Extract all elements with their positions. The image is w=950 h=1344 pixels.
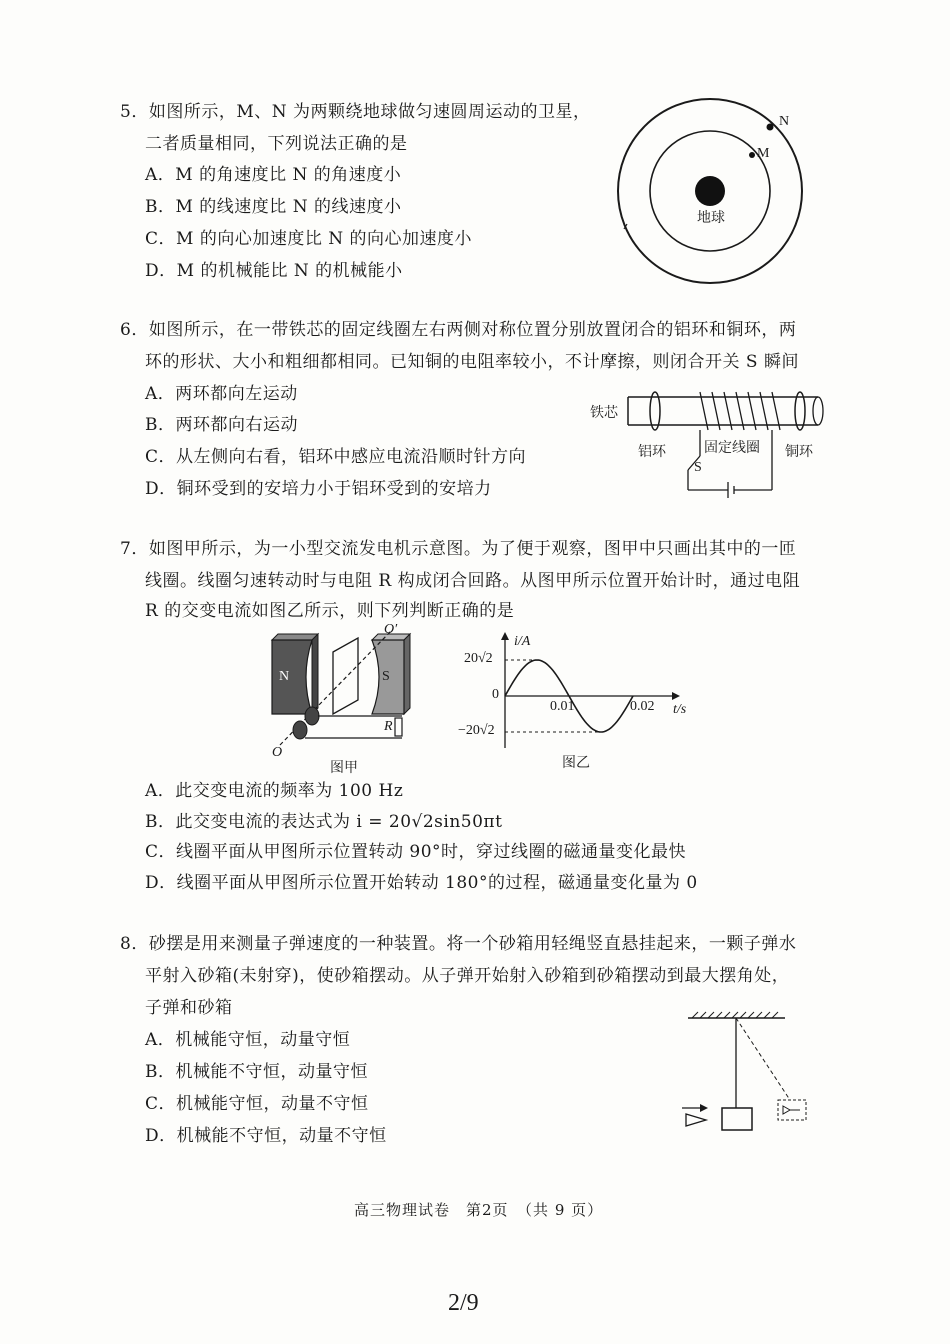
q8-stem-line1: 8．砂摆是用来测量子弹速度的一种装置。将一个砂箱用轻绳竖直悬挂起来，一颗子弹水 (120, 934, 797, 954)
x-axis-label: t/s (673, 702, 687, 717)
q8-stem-line2: 平射入砂箱(未射穿)，使砂箱摆动。从子弹开始射入砂箱到砂箱摆动到最大摆角处， (145, 966, 790, 986)
q7-option-c: C．线圈平面从甲图所示位置转动 90°时，穿过线圈的磁通量变化最快 (145, 842, 687, 862)
q7-stem-line1: 7．如图甲所示，为一小型交流发电机示意图。为了便于观察，图甲中只画出其中的一匝 (120, 539, 797, 559)
q6-option-a: A．两环都向左运动 (145, 384, 298, 404)
q5-option-d: D．M 的机械能比 N 的机械能小 (145, 261, 403, 281)
q5-option-b: B．M 的线速度比 N 的线速度小 (145, 197, 402, 217)
fixed-coil-label: 固定线圈 (704, 440, 760, 456)
q5-stem-line1: 5．如图所示，M、N 为两颗绕地球做匀速圆周运动的卫星， (120, 102, 591, 122)
copper-ring-label: 铜环 (785, 444, 813, 460)
q6-stem-line2: 环的形状、大小和粗细都相同。已知铜的电阻率较小，不计摩擦，则闭合开关 S 瞬间 (145, 352, 799, 372)
earth-label: 地球 (697, 210, 725, 226)
aluminum-ring-label: 铝环 (638, 444, 666, 460)
q8-stem-line3: 子弹和砂箱 (145, 998, 233, 1018)
figure-jia-caption: 图甲 (330, 760, 358, 776)
page-footer: 高三物理试卷 第2页 （共 9 页） (354, 1201, 604, 1219)
q6-option-c: C．从左侧向右看，铝环中感应电流沿顺时针方向 (145, 447, 527, 467)
iron-core-label: 铁芯 (590, 405, 618, 421)
q8-option-d: D．机械能不守恒，动量不守恒 (145, 1126, 387, 1146)
q8-option-c: C．机械能守恒，动量不守恒 (145, 1094, 369, 1114)
satellite-m-label: M (757, 146, 770, 161)
x-tick-002: 0.02 (630, 699, 655, 714)
q7-option-a: A．此交变电流的频率为 100 Hz (145, 781, 404, 801)
switch-s-label: S (694, 460, 702, 475)
y-axis-label: i/A (514, 634, 531, 649)
magnet-s-label: S (382, 669, 390, 684)
figure-yi-caption: 图乙 (562, 755, 590, 771)
resistor-r-label: R (384, 719, 393, 734)
q7-stem-line2: 线圈。线圈匀速转动时与电阻 R 构成闭合回路。从图甲所示位置开始计时，通过电阻 (145, 571, 801, 591)
q8-option-a: A．机械能守恒，动量守恒 (145, 1030, 351, 1050)
y-tick-negative: −20√2 (458, 723, 495, 738)
page-number: 2/9 (448, 1290, 479, 1316)
q5-stem-line2: 二者质量相同，下列说法正确的是 (145, 134, 408, 154)
axis-o-label: O (272, 745, 283, 760)
magnet-n-label: N (279, 669, 290, 684)
q6-stem-line1: 6．如图所示，在一带铁芯的固定线圈左右两侧对称位置分别放置闭合的铝环和铜环，两 (120, 320, 797, 340)
q7-option-d: D．线圈平面从甲图所示位置开始转动 180°的过程，磁通量变化量为 0 (145, 873, 698, 893)
satellite-n-label: N (779, 114, 790, 129)
y-tick-zero: 0 (492, 687, 499, 702)
q8-option-b: B．机械能不守恒，动量守恒 (145, 1062, 368, 1082)
q6-option-b: B．两环都向右运动 (145, 415, 298, 435)
q5-option-c: C．M 的向心加速度比 N 的向心加速度小 (145, 229, 472, 249)
q6-option-d: D．铜环受到的安培力小于铝环受到的安培力 (145, 479, 492, 499)
q7-stem-line3: R 的交变电流如图乙所示，则下列判断正确的是 (145, 601, 515, 621)
x-tick-001: 0.01 (550, 699, 575, 714)
axis-o-prime-label: O′ (384, 622, 398, 637)
y-tick-positive: 20√2 (464, 651, 493, 666)
q7-option-b: B．此交变电流的表达式为 i = 20√2sin50πt (145, 812, 503, 832)
q5-option-a: A．M 的角速度比 N 的角速度小 (145, 165, 402, 185)
